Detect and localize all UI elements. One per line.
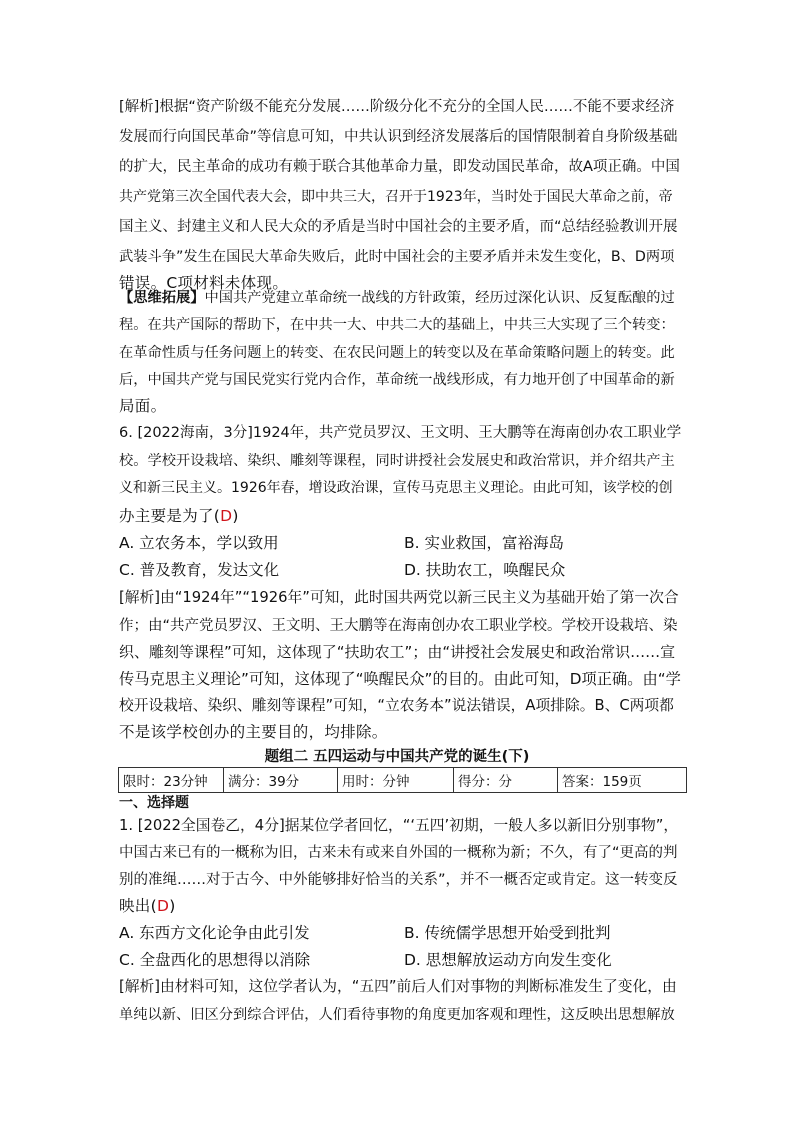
q6-analysis-line-5: 校开设栽培、染织、雕刻等课程”可知，“立农务本”说法错误，A项排除。B、C两项都 (119, 697, 674, 714)
q6-line-4: 办主要是为了(D) (119, 507, 239, 525)
extension-first-text: 中国共产党建立革命统一战线的方针政策，经历过深化认识、反复酝酿的过 (204, 290, 675, 306)
extension-line-5: 局面。 (119, 397, 167, 415)
time-limit-cell: 限时：23分钟 (119, 768, 224, 793)
time-used-cell: 用时：分钟 (338, 768, 454, 793)
analysis-5-line-3: 的扩大，民主革命的成功有赖于联合其他革命力量，即发动国民革命，故A项正确。中国 (119, 159, 680, 175)
q6-line-1: 6. [2022海南，3分]1924年，共产党员罗汉、王文明、王大鹏等在海南创办农工职业学 (119, 425, 682, 441)
q1-line-3: 别的准绳……对于古今、中外能够排好恰当的关系”，并不一概否定或肯定。这一转变反 (119, 872, 678, 888)
q6-option-d: D. 扶助农工，唤醒民众 (404, 561, 566, 579)
full-score-cell: 满分：39分 (224, 768, 338, 793)
q1-answer: D (156, 897, 170, 915)
analysis-5-line-1: [解析]根据“资产阶级不能充分发展……阶级分化不充分的全国人民……不能不要求经济 (119, 99, 675, 115)
q6-analysis-line-6: 不是该学校创办的主要目的，均排除。 (119, 723, 388, 741)
group-title: 题组二 五四运动与中国共产党的诞生(下) (264, 749, 530, 765)
score-cell: 得分：分 (454, 768, 558, 793)
table-row (119, 768, 687, 793)
exercise-meta-table (118, 767, 687, 793)
extension-heading: 【思维拓展】 (119, 290, 205, 306)
answer-page-cell: 答案：159页 (558, 768, 687, 793)
analysis-5-line-7: 错误。C项材料未体现。 (119, 274, 289, 292)
q1-line-1: 1. [2022全国卷乙，4分]据某位学者回忆，“‘五四’初期，一般人多以新旧分别事物”， (119, 817, 679, 834)
analysis-5-line-6: 武装斗争”发生在国民大革命失败后，此时中国社会的主要矛盾并未发生变化，B、D两项 (119, 249, 675, 265)
analysis-5-line-4: 共产党第三次全国代表大会，即中共三大，召开于1923年，当时处于国民大革命之前，帝 (119, 189, 673, 205)
q6-analysis-line-4: 传马克思主义理论”可知，这体现了“唤醒民众”的目的。由此可知，D项正确。由“学 (119, 670, 681, 688)
section-heading: 一、选择题 (119, 795, 189, 811)
q6-line-2: 校。学校开设栽培、染织、雕刻等课程，同时讲授社会发展史和政治常识，并介绍共产主 (119, 453, 675, 469)
q1-option-a: A. 东西方文化论争由此引发 (119, 924, 310, 942)
q6-analysis-line-1: [解析]由“1924年”“1926年”可知，此时国共两党以新三民主义为基础开始了第一次合 (119, 589, 679, 606)
q1-analysis-line-2: 单纯以新、旧区分到综合评估，人们看待事物的角度更加客观和理性，这反映出思想解放 (119, 1007, 675, 1023)
q6-analysis-line-3: 织、雕刻等课程”可知，这体现了“扶助农工”；由“讲授社会发展史和政治常识……宣 (119, 643, 676, 661)
q6-option-b: B. 实业救国，富裕海岛 (404, 534, 564, 552)
q6-analysis-line-2: 作；由“共产党员罗汉、王文明、王大鹏等在海南创办农工职业学校。学校开设栽培、染 (119, 618, 678, 634)
analysis-5-line-2: 发展而行向国民革命”等信息可知，中共认识到经济发展落后的国情限制着自身阶级基础 (119, 129, 678, 145)
q6-option-a: A. 立农务本，学以致用 (119, 534, 279, 552)
extension-line-2: 程。在共产国际的帮助下，在中共一大、中共二大的基础上，中共三大实现了三个转变： (119, 317, 675, 333)
q6-answer: D (220, 507, 233, 525)
q1-option-b: B. 传统儒学思想开始受到批判 (404, 924, 611, 942)
extension-line-3: 在革命性质与任务问题上的转变、在农民问题上的转变以及在革命策略问题上的转变。此 (119, 345, 675, 361)
q1-option-c: C. 全盘西化的思想得以消除 (119, 951, 311, 969)
q1-option-d: D. 思想解放运动方向发生变化 (404, 951, 612, 969)
extension-first-line (119, 283, 679, 313)
q1-line-2: 中国古来已有的一概称为旧，古来未有或来自外国的一概称为新；不久，有了“更高的判 (119, 845, 678, 861)
q6-line-3: 义和新三民主义。1926年春，增设政治课，宣传马克思主义理论。由此可知，该学校的创 (119, 480, 673, 496)
q1-analysis-line-1: [解析]由材料可知，这位学者认为，“五四”前后人们对事物的判断标准发生了变化，由 (119, 978, 677, 995)
extension-line-4: 后，中国共产党与国民党实行党内合作，革命统一战线形成，有力地开创了中国革命的新 (119, 372, 675, 388)
analysis-5-line-5: 国主义、封建主义和人民大众的矛盾是当时中国社会的主要矛盾，而“总结经验教训开展 (119, 219, 678, 235)
q1-line-4: 映出(D) (119, 897, 176, 915)
q6-option-c: C. 普及教育，发达文化 (119, 561, 280, 579)
